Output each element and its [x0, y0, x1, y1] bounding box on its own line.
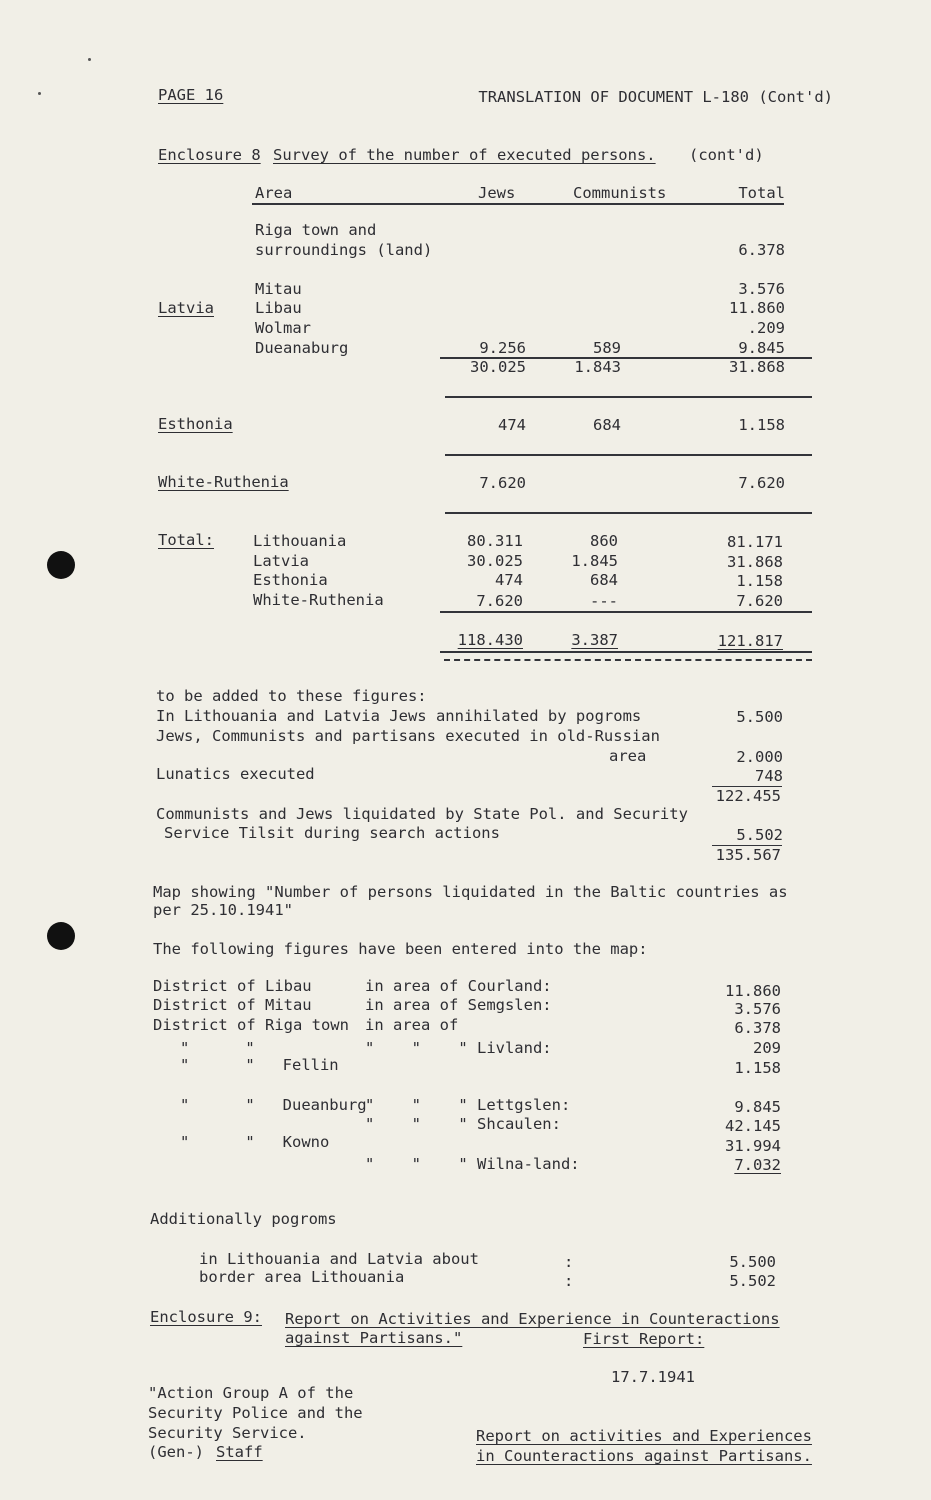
riga-total: 6.378 [738, 241, 785, 259]
esthonia-label: Esthonia [158, 415, 233, 433]
map-entered-line: The following figures have been entered into the map: [153, 940, 648, 958]
section-rule [445, 454, 812, 456]
punch-hole-bottom [47, 922, 75, 950]
row-jews: 7.620 [476, 592, 523, 610]
row-total: 7.620 [736, 592, 783, 610]
sender-line2: Security Police and the [148, 1404, 363, 1422]
row-total: 1.158 [736, 572, 783, 590]
closing-line2: in Counteractions against Partisans. [476, 1447, 812, 1465]
additions-subtotal: 122.455 [715, 787, 781, 805]
white-ruthenia-total: 7.620 [738, 474, 785, 492]
sender-line3: Security Service. [148, 1424, 307, 1442]
enclosure9-title-line1: Report on Activities and Experience in Counteractions [285, 1310, 780, 1328]
district-area: in area of Courland: [365, 977, 552, 995]
row-communists: 684 [590, 571, 618, 589]
district-area: in area of Semgslen: [365, 996, 552, 1014]
district-area: in area of [365, 1016, 459, 1034]
col-header-jews: Jews [478, 184, 516, 202]
row-area: Lithouania [253, 532, 347, 550]
row-total: 81.171 [727, 533, 783, 551]
additions-lunatics-value: 748 [755, 767, 783, 785]
col-header-communists: Communists [573, 184, 667, 202]
additions-tilsit-line1: Communists and Jews liquidated by State Pol. and Security [156, 805, 688, 823]
additions-tilsit-line2: Service Tilsit during search actions [164, 824, 500, 842]
enclosure8-suffix: (cont'd) [689, 146, 764, 164]
row-communists: 589 [593, 339, 621, 357]
additions-old-russian-line2: area [609, 747, 647, 765]
additions-pogroms-value: 5.500 [736, 708, 783, 726]
esthonia-communists: 684 [593, 416, 621, 434]
pogrom-text: border area Lithouania [199, 1268, 405, 1286]
row-area: Wolmar [255, 319, 311, 337]
page-number: PAGE 16 [158, 86, 224, 104]
row-area: Dueanaburg [255, 339, 349, 357]
enclosure9-first-report: First Report: [583, 1330, 705, 1348]
row-total: 31.868 [727, 553, 783, 571]
additions-final-total: 135.567 [715, 846, 781, 864]
district-value: 3.576 [734, 1000, 781, 1018]
grand-total-rule [440, 651, 812, 653]
punch-hole-top [47, 551, 75, 579]
speck-mark [88, 58, 91, 61]
totals-rule [440, 611, 812, 613]
district-name: " " Dueanburg [180, 1096, 367, 1114]
district-name: " " Kowno [180, 1133, 330, 1151]
district-value: 42.145 [725, 1117, 781, 1135]
closing-line1: Report on activities and Experiences [476, 1427, 812, 1445]
row-total: 3.576 [738, 280, 785, 298]
district-value: 1.158 [734, 1059, 781, 1077]
grand-total-dashed-rule [444, 659, 812, 661]
pogroms-heading: Additionally pogroms [150, 1210, 337, 1228]
enclosure9-title-line2: against Partisans." [285, 1329, 463, 1347]
row-jews: 9.256 [479, 339, 526, 357]
district-area: " " " Lettgslen: [365, 1096, 571, 1114]
col-header-total: Total [738, 184, 785, 202]
map-caption-line2: per 25.10.1941" [153, 901, 293, 919]
district-name: District of Riga town [153, 1016, 349, 1034]
district-value: 31.994 [725, 1137, 781, 1155]
total-label: Total: [158, 531, 214, 549]
row-jews: 80.311 [467, 532, 523, 550]
document-title: TRANSLATION OF DOCUMENT L-180 (Cont'd) [478, 88, 833, 106]
district-area: " " " Wilna-land: [365, 1155, 580, 1173]
district-value: 209 [753, 1039, 781, 1057]
row-total: 9.845 [738, 339, 785, 357]
enclosure9-label: Enclosure 9: [150, 1308, 262, 1326]
district-name: District of Libau [153, 977, 312, 995]
map-caption-line1: Map showing "Number of persons liquidated in the Baltic countries as [153, 883, 788, 901]
speck-mark [38, 92, 41, 95]
grand-total-total: 121.817 [717, 632, 783, 650]
enclosure8-label: Enclosure 8 [158, 146, 261, 164]
latvia-label: Latvia [158, 299, 214, 317]
pogrom-value: 5.502 [729, 1272, 776, 1290]
latvia-sum-total: 31.868 [729, 358, 785, 376]
district-value: 6.378 [734, 1019, 781, 1037]
pogrom-value: 5.500 [729, 1253, 776, 1271]
additions-pogroms-text: In Lithouania and Latvia Jews annihilated by pogroms [156, 707, 642, 725]
additions-old-russian-line1: Jews, Communists and partisans executed in old-Russian [156, 727, 660, 745]
district-area: " " " Shcaulen: [365, 1115, 561, 1133]
pogrom-text: in Lithouania and Latvia about [199, 1250, 479, 1268]
additions-intro: to be added to these figures: [156, 687, 427, 705]
district-name: " " Fellin [180, 1056, 339, 1074]
white-ruthenia-label: White-Ruthenia [158, 473, 289, 491]
white-ruthenia-jews: 7.620 [479, 474, 526, 492]
sender-line4-staff: Staff [216, 1443, 263, 1461]
pogrom-colon: : [564, 1272, 574, 1290]
section-rule [445, 512, 812, 514]
row-communists: 1.845 [571, 552, 618, 570]
riga-label-line2: surroundings (land) [255, 241, 433, 259]
row-area: Mitau [255, 280, 302, 298]
row-jews: 30.025 [467, 552, 523, 570]
additions-old-russian-value: 2.000 [736, 748, 783, 766]
additions-lunatics-text: Lunatics executed [156, 765, 315, 783]
sender-line1: "Action Group A of the [148, 1384, 354, 1402]
row-area: Esthonia [253, 571, 328, 589]
row-jews: 474 [495, 571, 523, 589]
latvia-sum-jews: 30.025 [470, 358, 526, 376]
grand-total-jews: 118.430 [457, 631, 523, 649]
row-communists: 860 [590, 532, 618, 550]
section-rule [445, 396, 812, 398]
enclosure9-date: 17.7.1941 [611, 1368, 695, 1386]
additions-tilsit-value: 5.502 [736, 826, 783, 844]
grand-total-communists: 3.387 [571, 631, 618, 649]
district-name: District of Mitau [153, 996, 312, 1014]
row-total: .209 [747, 319, 785, 337]
header-rule [252, 203, 784, 205]
esthonia-jews: 474 [498, 416, 526, 434]
district-value: 9.845 [734, 1098, 781, 1116]
row-area: Libau [255, 299, 302, 317]
row-total: 11.860 [729, 299, 785, 317]
district-name: " " [180, 1039, 255, 1057]
district-value: 11.860 [725, 982, 781, 1000]
sender-line4-prefix: (Gen-) [148, 1443, 204, 1461]
row-area: Latvia [253, 552, 309, 570]
district-area: " " " Livland: [365, 1039, 552, 1057]
latvia-sum-communists: 1.843 [574, 358, 621, 376]
col-header-area: Area [255, 184, 293, 202]
enclosure8-title: Survey of the number of executed persons. [273, 146, 656, 164]
district-value: 7.032 [734, 1156, 781, 1174]
row-communists: --- [590, 592, 618, 610]
pogrom-colon: : [564, 1253, 574, 1271]
riga-label-line1: Riga town and [255, 221, 377, 239]
row-area: White-Ruthenia [253, 591, 384, 609]
esthonia-total: 1.158 [738, 416, 785, 434]
